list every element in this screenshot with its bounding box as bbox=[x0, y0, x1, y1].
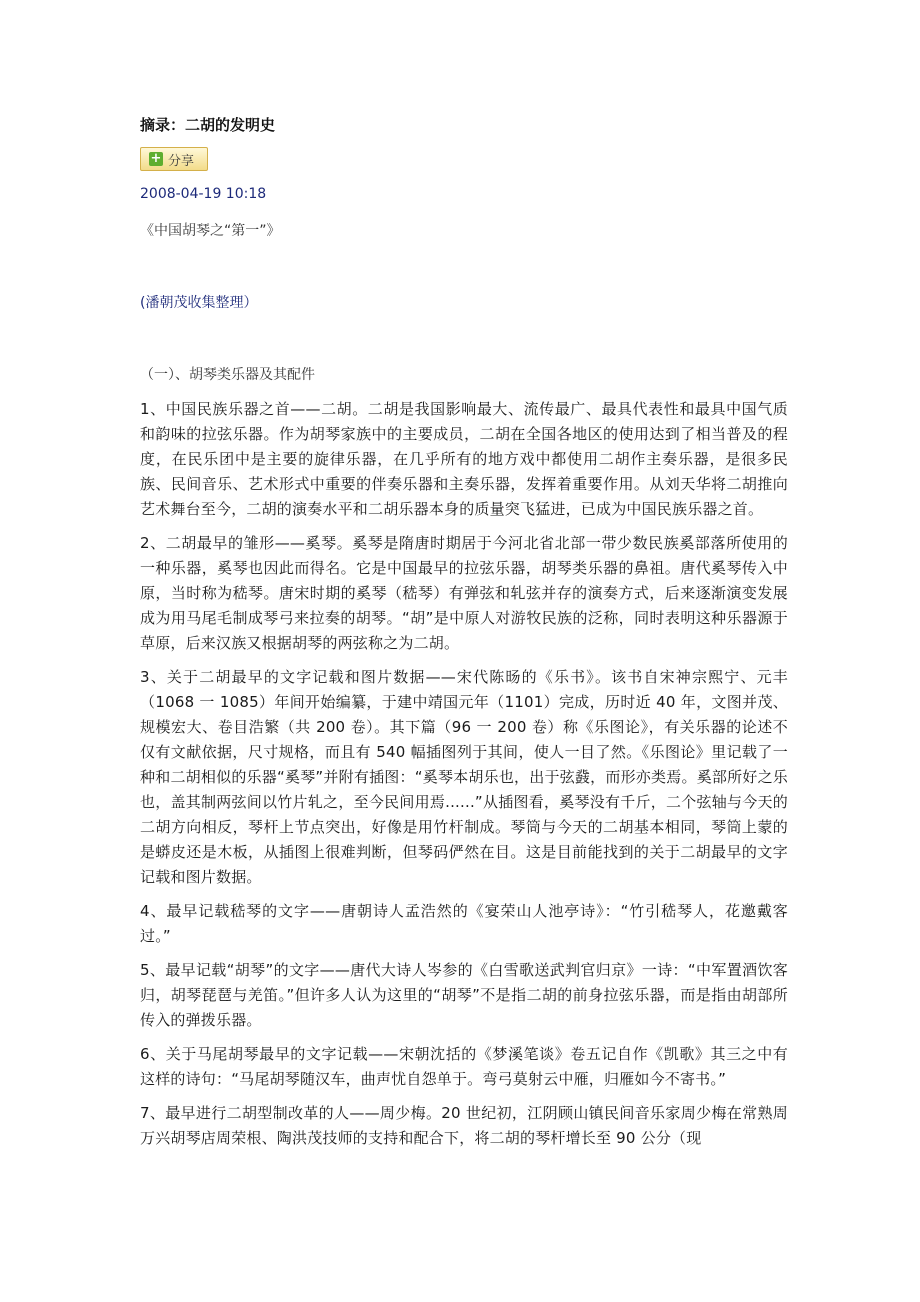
paragraph: 6、关于马尾胡琴最早的文字记载——宋朝沈括的《梦溪笔谈》卷五记自作《凯歌》其三之中有这样的诗句：“马尾胡琴随汉车，曲声忧自怨单于。弯弓莫射云中雁，归雁如今不寄书。” bbox=[140, 1045, 788, 1088]
article-body bbox=[140, 397, 788, 1160]
section-heading: （一）、胡琴类乐器及其配件 bbox=[140, 367, 315, 383]
article-title: 摘录：二胡的发明史 bbox=[140, 116, 276, 134]
paragraph: 5、最早记载“胡琴”的文字——唐代大诗人岑参的《白雪歌送武判官归京》一诗：“中军置酒饮客归，胡琴琵琶与羌笛。”但许多人认为这里的“胡琴”不是指二胡的前身拉弦乐器，而是指由胡部所传入的弹拨乐器。 bbox=[140, 961, 788, 1029]
paragraph: 7、最早进行二胡型制改革的人——周少梅。20 世纪初，江阴顾山镇民间音乐家周少梅在常熟周万兴胡琴店周荣根、陶洪茂技师的支持和配合下，将二胡的琴杆增长至 90 公分（现 bbox=[140, 1104, 788, 1147]
plus-icon: + bbox=[150, 151, 162, 166]
paragraph: 4、最早记载嵇琴的文字——唐朝诗人孟浩然的《宴荣山人池亭诗》：“竹引嵇琴人，花邀戴客过。” bbox=[140, 902, 788, 945]
share-label: 分享 bbox=[168, 153, 195, 169]
paragraph: 3、关于二胡最早的文字记载和图片数据——宋代陈旸的《乐书》。该书自宋神宗熙宁、元丰（1068 一 1085）年间开始编纂，于建中靖国元年（1101）完成，历时近 40 年，文图并茂、规模宏大、卷目浩繁（共 200 卷）。其下篇（96 一 200 卷）称《乐图论》，有关乐器的论述不仅有文献依据，尺寸规格，而且有 540 幅插图列于其间，使人一目了然。《乐图论》里记载了一种和二胡相似的乐器“奚琴”并附有插图：“奚琴本胡乐也，出于弦鼗，而形亦类焉。奚部所好之乐也，盖其制两弦间以竹片轧之，至今民间用焉......”从插图看，奚琴没有千斤，二个弦轴与今天的二胡方向相反，琴杆上节点突出，好像是用竹杆制成。琴筒与今天的二胡基本相同，琴筒上蒙的是蟒皮还是木板，从插图上很难判断，但琴码俨然在目。这是目前能找到的关于二胡最早的文字记载和图片数据。 bbox=[140, 668, 788, 886]
share-button[interactable] bbox=[140, 147, 208, 171]
book-title: 《中国胡琴之“第一”》 bbox=[140, 223, 281, 239]
compiler-note: (潘朝茂收集整理） bbox=[140, 295, 258, 311]
paragraph: 1、中国民族乐器之首——二胡。二胡是我国影响最大、流传最广、最具代表性和最具中国气质和韵味的拉弦乐器。作为胡琴家族中的主要成员，二胡在全国各地区的使用达到了相当普及的程度，在民乐团中是主要的旋律乐器，在几乎所有的地方戏中都使用二胡作主奏乐器，是很多民族、民间音乐、艺术形式中重要的伴奏乐器和主奏乐器，发挥着重要作用。从刘天华将二胡推向艺术舞台至今，二胡的演奏水平和二胡乐器本身的质量突飞猛进，已成为中国民族乐器之首。 bbox=[140, 400, 788, 518]
paragraph: 2、二胡最早的雏形——奚琴。奚琴是隋唐时期居于今河北省北部一带少数民族奚部落所使用的一种乐器，奚琴也因此而得名。它是中国最早的拉弦乐器，胡琴类乐器的鼻祖。唐代奚琴传入中原，当时称为嵇琴。唐宋时期的奚琴（嵇琴）有弹弦和轧弦并存的演奏方式，后来逐渐演变发展成为用马尾毛制成琴弓来拉奏的胡琴。“胡”是中原人对游牧民族的泛称，同时表明这种乐器源于草原，后来汉族又根据胡琴的两弦称之为二胡。 bbox=[140, 534, 788, 652]
post-date: 2008-04-19 10:18 bbox=[140, 186, 267, 202]
